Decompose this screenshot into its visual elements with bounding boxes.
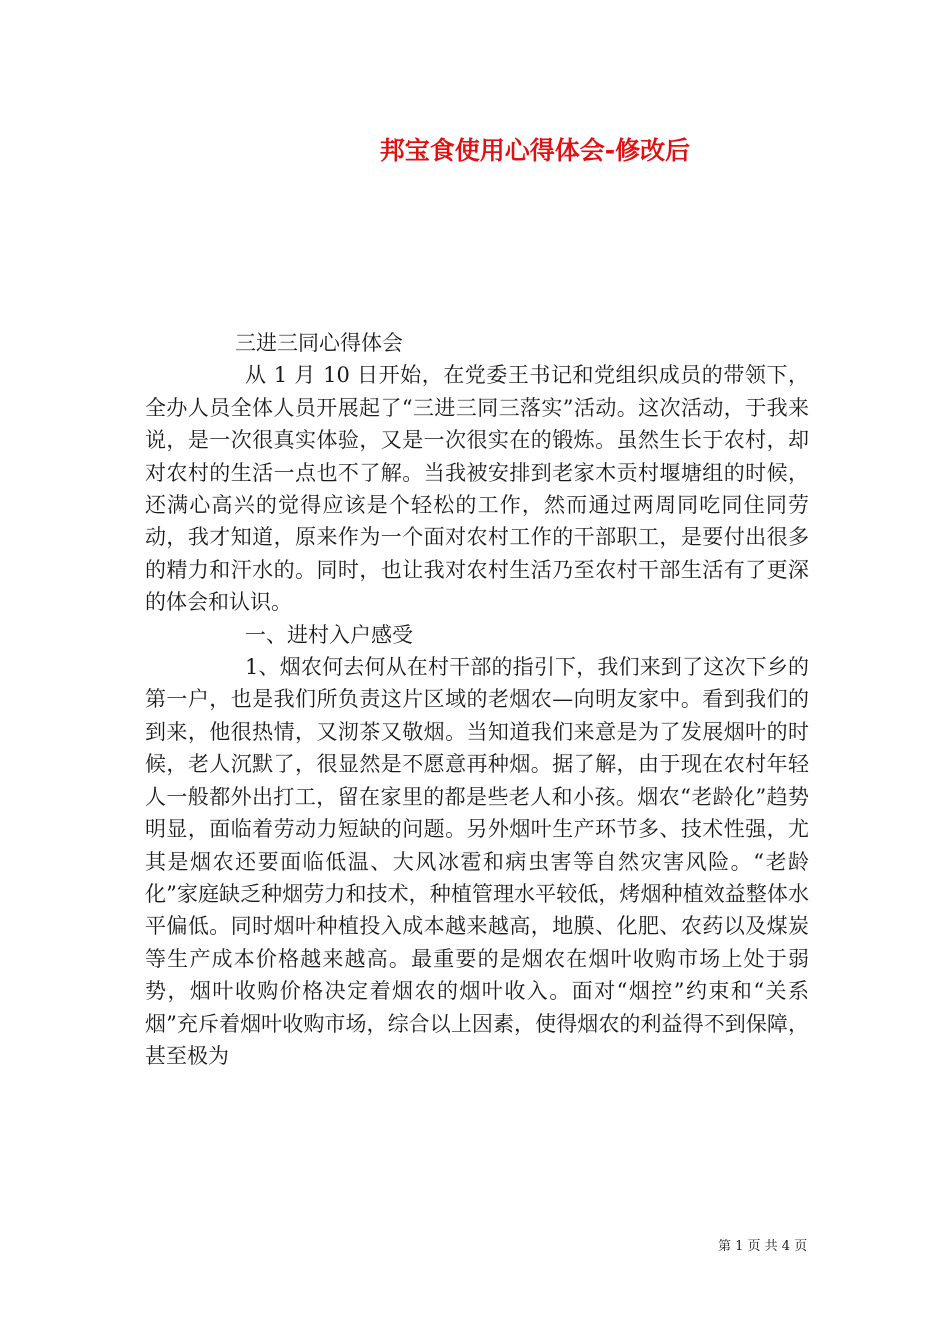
page-number: 第 1 页 共 4 页 xyxy=(718,1239,808,1254)
paragraph: 1、烟农何去何从在村干部的指引下，我们来到了这次下乡的第一户，也是我们所负责这片区域的老烟农—向明友家中。看到我们的到来，他很热情，又沏茶又敬烟。当知道我们来意是为了发展烟叶的时候，老人沉默了，很显然是不愿意再种烟。据了解，由于现在农村年轻人一般都外出打工，留在家里的都是些老人和小孩。烟农“老龄化”趋势明显，面临着劳动力短缺的问题。另外烟叶生产环节多、技术性强，尤其是烟农还要面临低温、大风冰雹和病虫害等自然灾害风险。“老龄化”家庭缺乏种烟劳力和技术，种植管理水平较低，烤烟种植效益整体水平偏低。同时烟叶种植投入成本越来越高，地膜、化肥、农药以及煤炭等生产成本价格越来越高。最重要的是烟农在烟叶收购市场上处于弱势，烟叶收购价格决定着烟农的烟叶收入。面对“烟控”约束和“关系烟”充斥着烟叶收购市场，综合以上因素，使得烟农的利益得不到保障，甚至极为 xyxy=(145,655,809,1068)
paragraph: 从 1 月 10 日开始，在党委王书记和党组织成员的带领下，全办人员全体人员开展起了“三进三同三落实”活动。这次活动，于我来说，是一次很真实体验，又是一次很实在的锻炼。虽然生长于农村，却对农村的生活一点也不了解。当我被安排到老家木贡村堰塘组的时候，还满心高兴的觉得应该是个轻松的工作，然而通过两周同吃同住同劳动，我才知道，原来作为一个面对农村工作的干部职工，是要付出很多的精力和汗水的。同时，也让我对农村生活乃至农村干部生活有了更深的体会和认识。 xyxy=(145,363,809,615)
section-heading: 一、进村入户感受 xyxy=(245,622,413,647)
document-body xyxy=(145,327,809,1072)
subtitle: 三进三同心得体会 xyxy=(235,331,403,355)
document-title: 邦宝食使用心得体会-修改后 xyxy=(379,136,691,165)
